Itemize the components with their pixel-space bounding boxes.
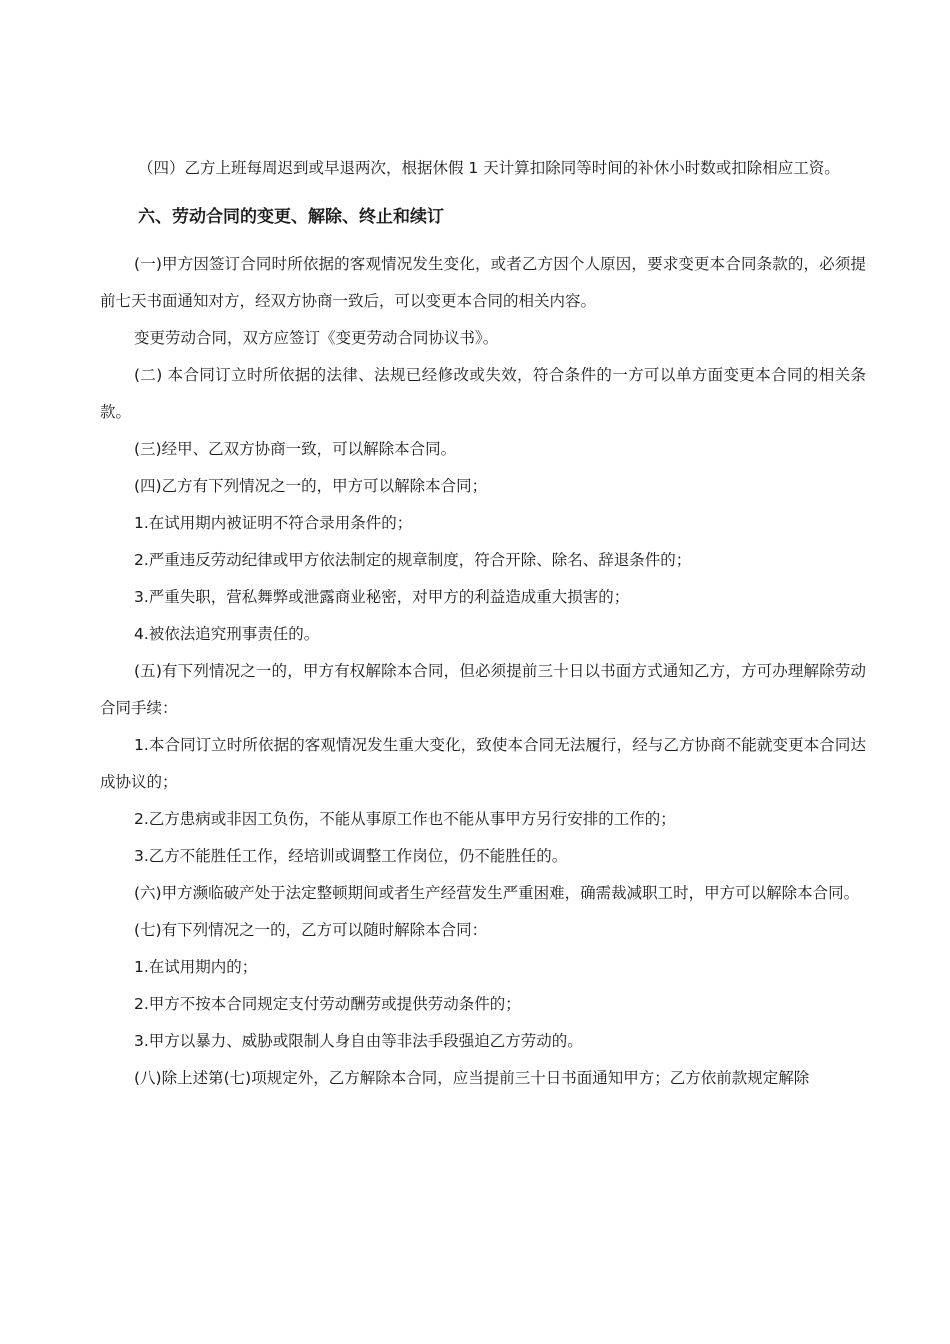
paragraph-5: (四)乙方有下列情况之一的，甲方可以解除本合同；	[134, 477, 488, 495]
paragraph-6: 1.在试用期内被证明不符合录用条件的；	[134, 514, 413, 532]
paragraph-1: (一)甲方因签订合同时所依据的客观情况发生变化，或者乙方因个人原因，要求变更本合同条款的，必须提前七天书面通知对方，经双方协商一致后，可以变更本合同的相关内容。	[100, 255, 866, 310]
paragraph-10: (五)有下列情况之一的，甲方有权解除本合同，但必须提前三十日以书面方式通知乙方，方可办理解除劳动合同手续：	[100, 662, 866, 717]
paragraph-16: 1.在试用期内的；	[134, 958, 258, 976]
paragraph-7: 2.严重违反劳动纪律或甲方依法制定的规章制度，符合开除、除名、辞退条件的；	[134, 551, 692, 569]
section-heading: 六、劳动合同的变更、解除、终止和续订	[138, 207, 444, 227]
paragraph-8: 3.严重失职，营私舞弊或泄露商业秘密，对甲方的利益造成重大损害的；	[134, 588, 630, 606]
paragraph-4: (三)经甲、乙双方协商一致，可以解除本合同。	[134, 440, 457, 458]
paragraph-11: 1.本合同订立时所依据的客观情况发生重大变化，致使本合同无法履行，经与乙方协商不能就变更本合同达成协议的；	[100, 736, 866, 791]
paragraph-12: 2.乙方患病或非因工负伤，不能从事原工作也不能从事甲方另行安排的工作的；	[134, 810, 676, 828]
intro-paragraph: （四）乙方上班每周迟到或早退两次，根据休假 1 天计算扣除同等时间的补休小时数或扣除相应工资。	[138, 159, 840, 177]
paragraph-14: (六)甲方濒临破产处于法定整顿期间或者生产经营发生严重困难，确需裁减职工时，甲方可以解除本合同。	[134, 884, 860, 902]
paragraph-2: 变更劳动合同，双方应签订《变更劳动合同协议书》。	[134, 329, 499, 347]
paragraph-3: (二) 本合同订立时所依据的法律、法规已经修改或失效，符合条件的一方可以单方面变更本合同的相关条款。	[100, 366, 866, 421]
paragraph-9: 4.被依法追究刑事责任的。	[134, 625, 320, 643]
paragraph-18: 3.甲方以暴力、威胁或限制人身自由等非法手段强迫乙方劳动的。	[134, 1032, 583, 1050]
paragraph-17: 2.甲方不按本合同规定支付劳动酬劳或提供劳动条件的；	[134, 995, 521, 1013]
paragraph-13: 3.乙方不能胜任工作，经培训或调整工作岗位，仍不能胜任的。	[134, 847, 568, 865]
document-body	[100, 150, 866, 1097]
paragraph-15: (七)有下列情况之一的，乙方可以随时解除本合同：	[134, 921, 488, 939]
paragraph-19: (八)除上述第(七)项规定外，乙方解除本合同，应当提前三十日书面通知甲方；乙方依前款规定解除	[134, 1069, 810, 1087]
